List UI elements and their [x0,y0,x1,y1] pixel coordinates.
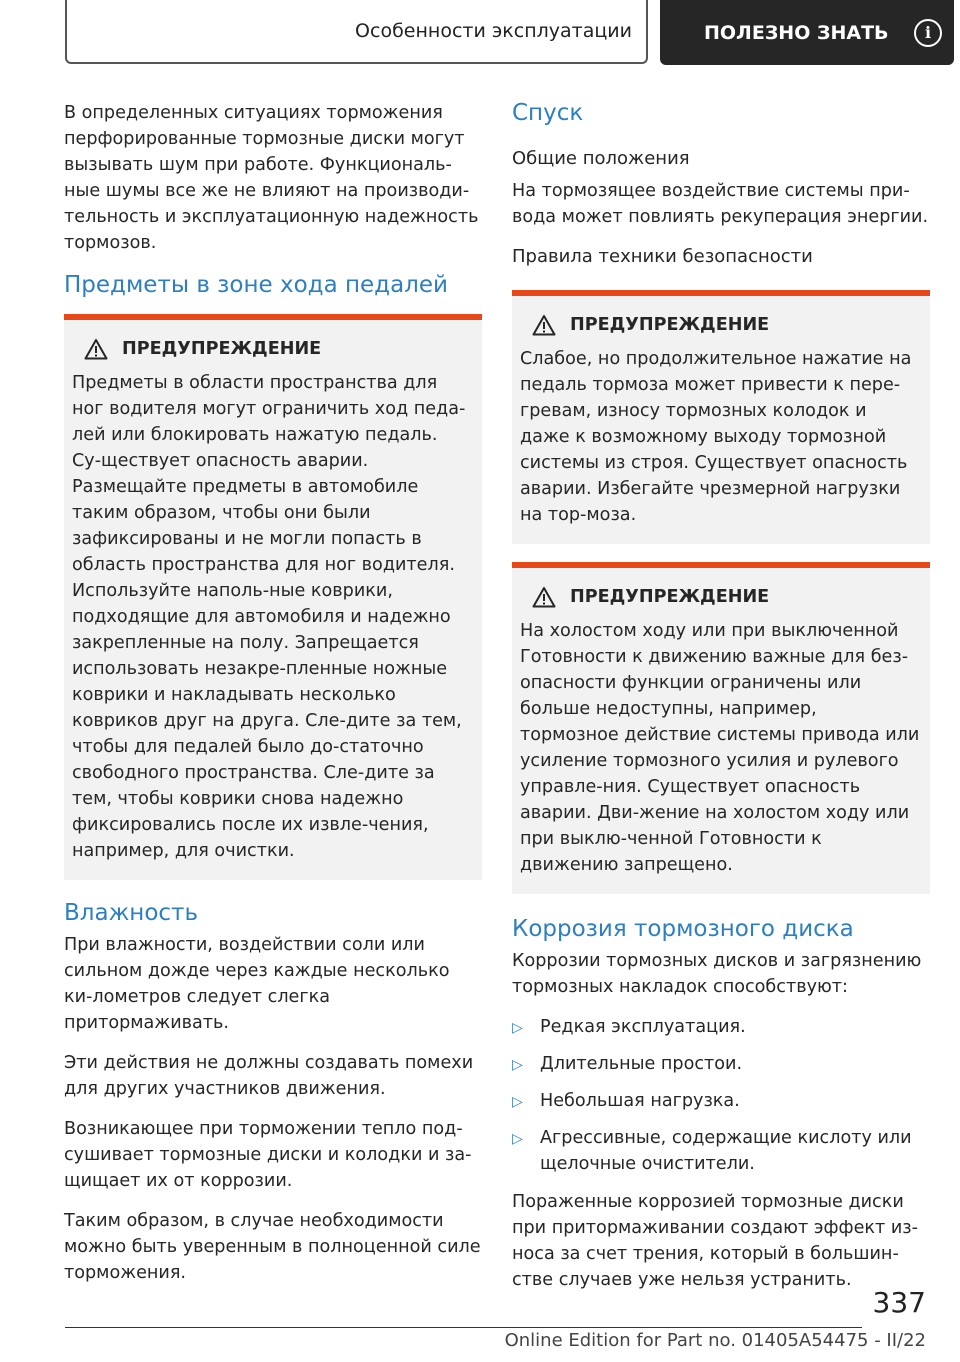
edition-footer: Online Edition for Part no. 01405A54475 - II/22 [504,1330,926,1351]
descent-heading: Спуск [512,100,584,126]
overheat-warning-box [512,290,930,544]
warning-triangle-icon [532,586,556,608]
triangle-right-bullet-icon: ▷ [512,1020,523,1036]
warning-text: На холостом ходу или при выключенной Готовности к движению важные для без-опасности функции ограничены или больше недоступны, например, тормозное действие системы привода или усиление тормозного усилия и рулевого управле-ния. Существует опасность аварии. Дви-жение на холостом ходу или при выклю-ченной Готовности к движению запрещено. [520,621,920,875]
list-item: ▷ Редкая эксплуатация. [512,1014,930,1041]
warning-title-text: ПРЕДУПРЕЖДЕНИЕ [570,315,770,335]
warning-title [532,314,920,336]
warning-title-text: ПРЕДУПРЕЖДЕНИЕ [122,339,322,359]
page-header [65,0,954,65]
warning-text: Предметы в области пространства для ног водителя могут ограничить ход педа-лей или блокировать нажатую педаль. Су-ществует опасность аварии. Размещайте предметы в автомобиле таким образом, чтобы они были зафиксированы и не могли попасть в область пространства для ног водителя. Используйте наполь-ные коврики, подходящие для автомобиля и надежно закрепленные на полу. Запрещается использовать незакре-пленные ножные коврики и накладывать несколько ковриков друг на друга. Сле-дите за тем, чтобы для педалей было до-статочно свободного пространства. Сле-дите за тем, чтобы коврики снова надежно фиксировались после их извле-чения, например, для очистки. [72,373,466,861]
idle-warning-box [512,562,930,894]
corrosion-intro: Коррозии тормозных дисков и загрязнению тормозных накладок способствуют: [512,951,922,997]
corrosion-outro: Пораженные коррозией тормозные диски при притормаживании создают эффект из-носа за счет трения, который в большин-стве случаев уже нельзя устранить. [512,1192,918,1290]
section-title: Особенности эксплуатации [65,0,648,64]
warning-title [532,586,920,608]
safety-heading: Правила техники безопасности [512,246,813,267]
list-item: ▷ Длительные простои. [512,1051,930,1078]
footer-divider [65,1327,862,1328]
warning-text: Слабое, но продолжительное нажатие на педаль тормоза может привести к пере-гревам, износу тормозных колодок и даже к возможному выходу тормозной системы из строя. Существует опасность аварии. Избегайте чрезмерной нагрузки на тор-моза. [520,349,912,525]
right-column [512,98,930,1307]
intro-paragraph: В определенных ситуациях торможения перфорированные тормозные диски могут вызывать шум при работе. Функциональ-ные шумы все же не влияют на производи-тельность и эксплуатационную надежность тормозов. [64,103,479,253]
list-item: ▷ Агрессивные, содержащие кислоту или щелочные очистители. [512,1125,930,1177]
corrosion-heading: Коррозия тормозного диска [512,916,854,942]
warning-title-text: ПРЕДУПРЕЖДЕНИЕ [570,587,770,607]
moisture-paragraph-2: Эти действия не должны создавать помехи для других участников движения. [64,1053,474,1099]
page-number: 337 [872,1286,926,1319]
triangle-right-bullet-icon: ▷ [512,1094,523,1110]
moisture-paragraph-4: Таким образом, в случае необходимости можно быть уверенным в полноценной силе торможения. [64,1211,481,1283]
warning-triangle-icon [84,338,108,360]
general-heading: Общие положения [512,148,690,169]
info-icon: i [914,19,942,47]
pedal-heading: Предметы в зоне хода педалей [64,272,448,298]
left-column [64,100,482,1300]
warning-title [84,338,472,360]
chapter-title: ПОЛЕЗНО ЗНАТЬ [704,21,889,44]
general-paragraph: На тормозящее воздействие системы при-вода может повлиять рекуперация энергии. [512,181,929,227]
pedal-warning-box [64,314,482,880]
chapter-tab [660,0,954,65]
list-item: ▷ Небольшая нагрузка. [512,1088,930,1115]
corrosion-list [512,1014,930,1177]
moisture-paragraph-3: Возникающее при торможении тепло под-сушивает тормозные диски и колодки и за-щищает их от коррозии. [64,1119,472,1191]
triangle-right-bullet-icon: ▷ [512,1057,523,1073]
triangle-right-bullet-icon: ▷ [512,1131,523,1147]
moisture-paragraph-1: При влажности, воздействии соли или сильном дожде через каждые несколько ки-лометров следует слегка притормаживать. [64,935,450,1033]
warning-triangle-icon [532,314,556,336]
moisture-heading: Влажность [64,900,199,926]
